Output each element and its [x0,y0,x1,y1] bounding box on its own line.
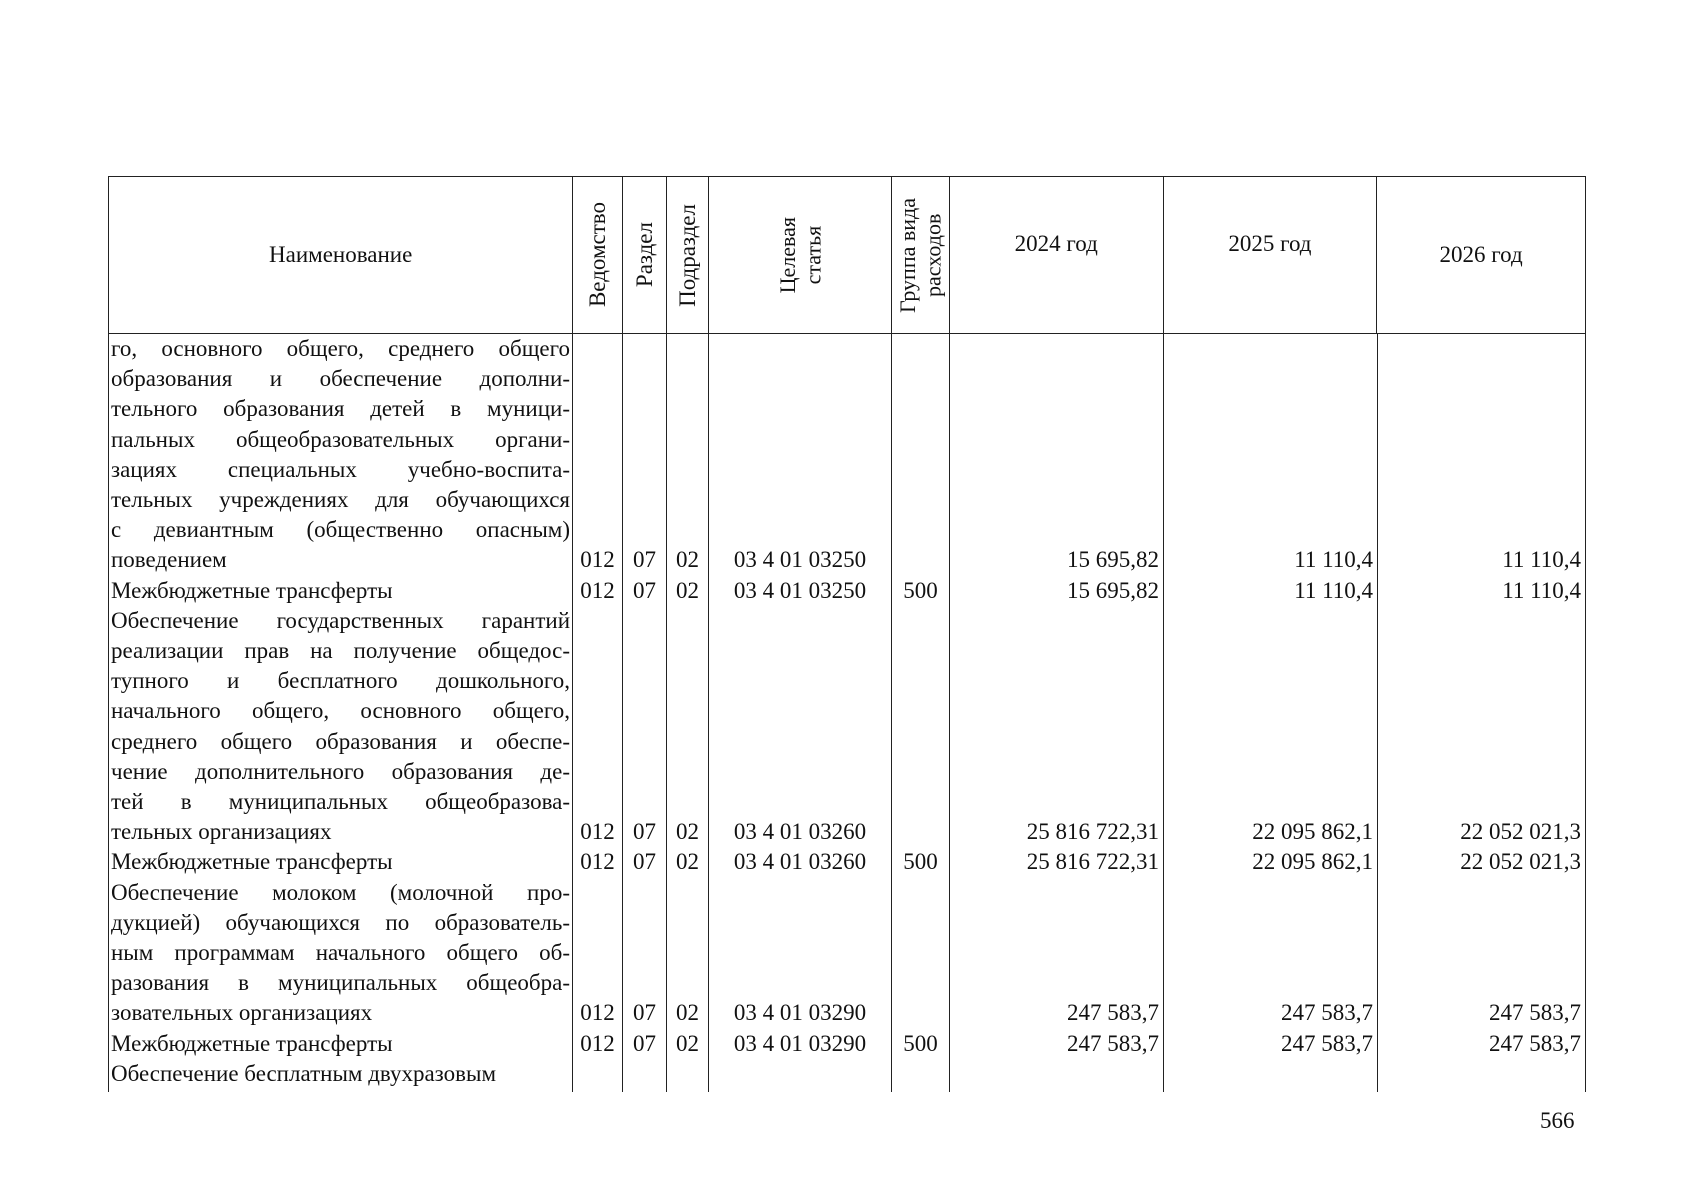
row-cell-celevaya: 03 4 01 03250 [733,547,867,573]
header-razdel-label: Раздел [632,222,658,288]
row-cell-gruppa: 500 [903,1030,938,1056]
row-cell-podrazdel: 02 [676,1000,699,1026]
row-cell-y2025: 22 095 862,1 [1252,849,1373,875]
row-cell-podrazdel: 02 [676,577,699,603]
row-name-line: тельных учреждениях для обучающихся [111,487,570,512]
row-cell-celevaya: 03 4 01 03260 [733,849,867,875]
header-gruppa-line2: расходов [920,213,946,297]
row-cell-celevaya: 03 4 01 03290 [733,1030,867,1056]
row-cell-y2024: 15 695,82 [1067,547,1159,573]
row-name-line: начального общего, основного общего, [111,698,570,724]
row-cell-razdel: 07 [633,577,656,603]
row-name-line: Межбюджетные трансферты [111,849,393,875]
row-cell-y2025: 11 110,4 [1294,547,1373,573]
row-name-line: поведением [111,547,227,573]
header-2025-label: 2025 год [1228,231,1312,256]
column-gruppa [892,334,950,1092]
row-cell-y2026: 11 110,4 [1502,577,1581,603]
row-cell-ved: 012 [580,547,615,573]
header-2024 [950,177,1164,333]
row-cell-y2026: 247 583,7 [1489,1000,1581,1026]
row-name-line: Межбюджетные трансферты [111,577,393,603]
row-name-line: зациях специальных учебно-воспита- [111,456,570,482]
row-cell-y2025: 247 583,7 [1281,1030,1373,1056]
row-cell-ved: 012 [580,1030,615,1056]
row-cell-podrazdel: 02 [676,819,699,845]
header-celevaya-label [775,217,826,293]
row-cell-gruppa: 500 [903,577,938,603]
row-cell-y2024: 247 583,7 [1067,1030,1159,1056]
row-cell-gruppa: 500 [903,849,938,875]
header-2026 [1377,177,1585,333]
row-name-line: пальных общеобразовательных органи- [111,426,570,452]
header-podrazdel [667,177,709,333]
column-celevaya [709,334,892,1092]
row-cell-celevaya: 03 4 01 03250 [733,577,867,603]
row-name-line: зовательных организациях [111,1000,373,1026]
row-name-line: образования и обеспечение дополни- [111,366,570,392]
row-cell-y2025: 247 583,7 [1281,1000,1373,1026]
row-name-line: Межбюджетные трансферты [111,1030,393,1056]
row-cell-y2026: 11 110,4 [1502,547,1581,573]
column-2024 [950,334,1164,1092]
row-cell-celevaya: 03 4 01 03290 [733,1000,867,1026]
header-celevaya [709,177,892,333]
column-2026 [1378,334,1586,1092]
row-cell-podrazdel: 02 [676,547,699,573]
row-cell-ved: 012 [580,819,615,845]
header-razdel [623,177,667,333]
row-cell-razdel: 07 [633,547,656,573]
row-name-line: тей в муниципальных общеобразова- [111,789,570,814]
row-cell-razdel: 07 [633,1000,656,1026]
table-header [108,176,1586,334]
header-gruppa-line1: Группа вида [895,197,921,313]
row-name-line: Обеспечение бесплатным двухразовым [111,1060,497,1086]
row-cell-podrazdel: 02 [676,849,699,875]
row-cell-y2024: 25 816 722,31 [1026,819,1159,845]
row-cell-y2024: 247 583,7 [1067,1000,1159,1026]
column-name [108,334,573,1092]
column-razdel [623,334,667,1092]
page-number: 566 [1540,1108,1575,1133]
row-cell-ved: 012 [580,1000,615,1026]
header-ved [573,177,623,333]
row-cell-podrazdel: 02 [676,1030,699,1056]
row-cell-celevaya: 03 4 01 03260 [733,819,867,845]
table-body [108,334,1586,1092]
column-podrazdel [667,334,709,1092]
column-2025 [1164,334,1378,1092]
header-gruppa-label [895,198,946,313]
row-cell-y2026: 247 583,7 [1489,1030,1581,1056]
row-name-line: тупного и бесплатного дошкольного, [111,668,570,694]
row-name-line: с девиантным (общественно опасным) [111,517,570,543]
header-celevaya-line2: статья [800,225,826,285]
row-name-line: го, основного общего, среднего общего [111,336,570,361]
row-cell-razdel: 07 [633,819,656,845]
row-cell-razdel: 07 [633,849,656,875]
header-celevaya-line1: Целевая [774,216,800,294]
row-name-line: чение дополнительного образования де- [111,758,570,784]
row-name-line: тельного образования детей в муници- [111,396,570,422]
row-name-line: дукцией) обучающихся по образователь- [111,909,570,935]
header-2024-label: 2024 год [1014,231,1098,256]
row-name-line: среднего общего образования и обеспе- [111,728,570,754]
header-name [109,177,573,333]
row-cell-y2025: 22 095 862,1 [1252,819,1373,845]
row-cell-ved: 012 [580,849,615,875]
row-name-line: Обеспечение государственных гарантий [111,607,570,633]
column-ved [573,334,623,1092]
header-ved-label: Ведомство [585,202,611,308]
header-podrazdel-label: Подраздел [675,203,701,307]
header-name-label: Наименование [269,242,413,267]
header-2025 [1164,177,1378,333]
row-name-line: Обеспечение молоком (молочной про- [111,879,570,905]
row-name-line: реализации прав на получение общедос- [111,638,570,663]
row-cell-y2024: 25 816 722,31 [1026,849,1159,875]
row-cell-y2025: 11 110,4 [1294,577,1373,603]
row-name-line: тельных организациях [111,819,332,845]
header-gruppa [892,177,950,333]
row-cell-y2024: 15 695,82 [1067,577,1159,603]
row-cell-y2026: 22 052 021,3 [1460,819,1581,845]
row-name-line: ным программам начального общего об- [111,940,570,965]
header-2026-label: 2026 год [1439,242,1523,267]
row-cell-ved: 012 [580,577,615,603]
row-cell-y2026: 22 052 021,3 [1460,849,1581,875]
row-cell-razdel: 07 [633,1030,656,1056]
row-name-line: разования в муниципальных общеобра- [111,970,570,996]
